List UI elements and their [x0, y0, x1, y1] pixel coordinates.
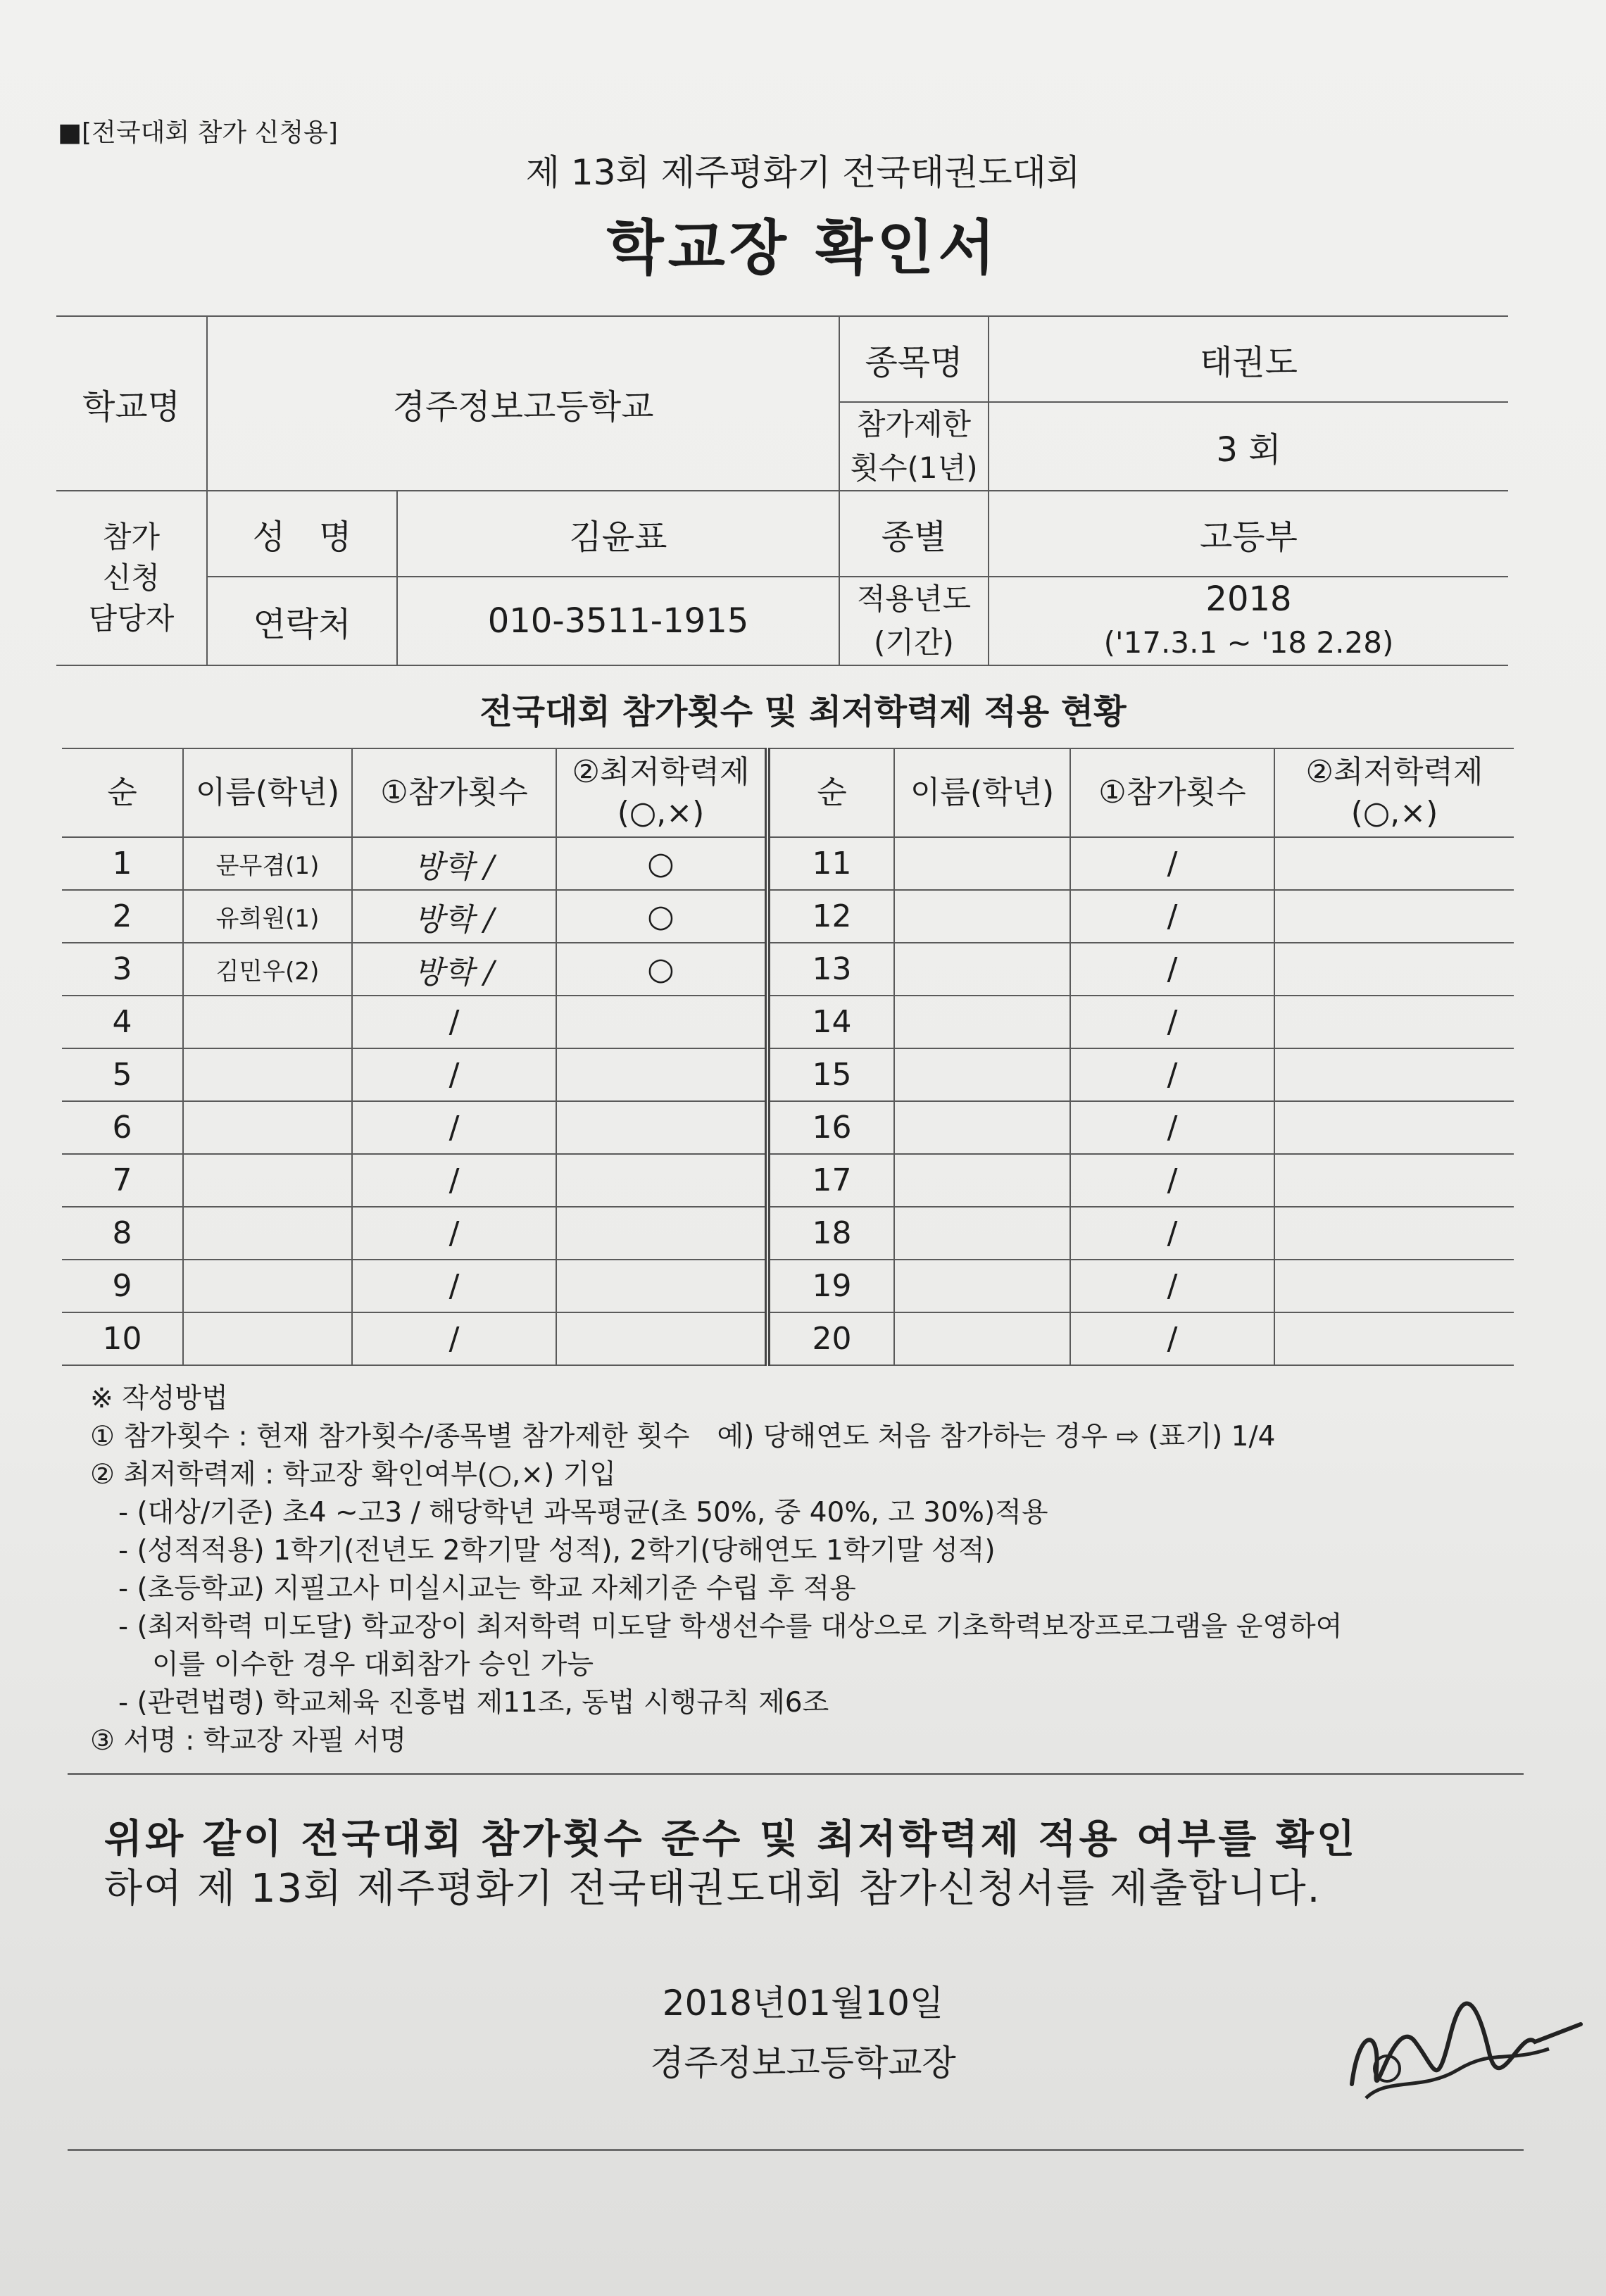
row-count-right: / — [1070, 1048, 1274, 1101]
period-value: ('17.3.1 ~ '18 2.28) — [1103, 625, 1394, 660]
row-no: 1 — [62, 837, 183, 890]
row-name-right — [894, 1048, 1070, 1101]
row-name — [183, 1260, 352, 1312]
principal-title: 경주정보고등학교장 — [650, 2043, 956, 2083]
note-2c: - (초등학교) 지필고사 미실시교는 학교 자체기준 수립 후 적용 — [118, 1573, 856, 1605]
school-label: 학교명 — [56, 316, 207, 491]
row-no: 9 — [62, 1260, 183, 1312]
row-count-right: / — [1070, 890, 1274, 943]
note-3: ③ 서명 : 학교장 자필 서명 — [90, 1725, 407, 1757]
col-min — [556, 748, 767, 837]
row-no-right: 14 — [767, 996, 894, 1048]
row-name — [183, 1312, 352, 1365]
row-no-right: 18 — [767, 1207, 894, 1260]
row-no-right: 13 — [767, 943, 894, 996]
row-count: / — [352, 1207, 556, 1260]
table-row — [62, 996, 1514, 1048]
document-date: 2018년01월10일 — [662, 1983, 944, 2024]
row-count-right: / — [1070, 1260, 1274, 1312]
row-name-right — [894, 1101, 1070, 1154]
division-label: 종별 — [839, 491, 989, 577]
row-name-right — [894, 1207, 1070, 1260]
contact-label: 연락처 — [207, 577, 397, 665]
row-count-right: / — [1070, 1207, 1274, 1260]
row-name: 문무겸(1) — [183, 837, 352, 890]
col-name: 이름(학년) — [183, 748, 352, 837]
year-label-line1: 적용년도 — [856, 582, 972, 616]
row-no: 5 — [62, 1048, 183, 1101]
row-min: ○ — [556, 890, 767, 943]
year-value-cell — [989, 577, 1508, 665]
col-no-right: 순 — [767, 748, 894, 837]
notes-heading: ※ 작성방법 — [90, 1383, 228, 1414]
row-count: / — [352, 1312, 556, 1365]
name-value: 김윤표 — [397, 491, 839, 577]
applicant-label-line2: 신청 — [102, 560, 161, 595]
row-min — [556, 1101, 767, 1154]
note-2b: - (성적적용) 1학기(전년도 2학기말 성적), 2학기(당해연도 1학기말 성적) — [118, 1535, 996, 1567]
principal-signature — [1338, 1986, 1591, 2112]
row-min: ○ — [556, 943, 767, 996]
note-2d: - (최저학력 미도달) 학교장이 최저학력 미도달 학생선수를 대상으로 기초학력보장프로그램을 운영하여 — [118, 1611, 1343, 1643]
table-row — [62, 1312, 1514, 1365]
note-2a: - (대상/기준) 초4 ~고3 / 해당학년 과목평균(초 50%, 중 40%, 고 30%)적용 — [118, 1497, 1048, 1529]
row-no-right: 19 — [767, 1260, 894, 1312]
participation-status-table — [62, 748, 1514, 1366]
row-count: / — [352, 1260, 556, 1312]
row-min-right — [1274, 943, 1514, 996]
row-min-right — [1274, 1101, 1514, 1154]
row-name-right — [894, 1312, 1070, 1365]
row-no-right: 20 — [767, 1312, 894, 1365]
row-name — [183, 996, 352, 1048]
col-min-right-line2: (○,×) — [1350, 795, 1438, 831]
row-count: 방학 / — [352, 943, 556, 996]
col-count-right: ①참가횟수 — [1070, 748, 1274, 837]
row-count-right: / — [1070, 1101, 1274, 1154]
row-name: 유희원(1) — [183, 890, 352, 943]
row-name: 김민우(2) — [183, 943, 352, 996]
row-name-right — [894, 943, 1070, 996]
statement-line2: 하여 제 13회 제주평화기 전국태권도대회 참가신청서를 제출합니다. — [104, 1866, 1322, 1912]
table-row — [62, 1101, 1514, 1154]
col-count: ①참가횟수 — [352, 748, 556, 837]
row-min — [556, 996, 767, 1048]
row-name — [183, 1048, 352, 1101]
applicant-label — [56, 491, 207, 665]
contact-value: 010-3511-1915 — [397, 577, 839, 665]
col-no: 순 — [62, 748, 183, 837]
row-min — [556, 1312, 767, 1365]
row-count-right: / — [1070, 943, 1274, 996]
table-row — [62, 890, 1514, 943]
table-row — [62, 1048, 1514, 1101]
page-title: 학교장 확인서 — [606, 213, 1000, 282]
row-no: 6 — [62, 1101, 183, 1154]
row-no-right: 15 — [767, 1048, 894, 1101]
row-min-right — [1274, 890, 1514, 943]
row-count: / — [352, 1154, 556, 1207]
form-type-tag: ■[전국대회 참가 신청용] — [58, 118, 338, 147]
row-min-right — [1274, 996, 1514, 1048]
divider-bottom — [68, 2149, 1524, 2151]
event-value: 태권도 — [989, 316, 1508, 402]
row-min — [556, 1048, 767, 1101]
row-name-right — [894, 996, 1070, 1048]
row-min — [556, 1207, 767, 1260]
limit-label — [839, 402, 989, 491]
row-count: / — [352, 996, 556, 1048]
year-label-line2: (기간) — [874, 625, 954, 660]
row-no-right: 16 — [767, 1101, 894, 1154]
row-min — [556, 1260, 767, 1312]
year-label — [839, 577, 989, 665]
row-count-right: / — [1070, 1312, 1274, 1365]
table-row — [62, 1260, 1514, 1312]
row-min-right — [1274, 1260, 1514, 1312]
row-no: 2 — [62, 890, 183, 943]
row-name-right — [894, 890, 1070, 943]
table-row — [62, 1154, 1514, 1207]
row-no: 7 — [62, 1154, 183, 1207]
statement-line1: 위와 같이 전국대회 참가횟수 준수 및 최저학력제 적용 여부를 확인 — [104, 1817, 1358, 1862]
applicant-label-line1: 참가 — [102, 520, 161, 554]
school-info-table — [56, 315, 1508, 666]
col-name-right: 이름(학년) — [894, 748, 1070, 837]
table-row — [62, 837, 1514, 890]
row-name — [183, 1207, 352, 1260]
status-header-row — [62, 748, 1514, 837]
limit-label-line2: 횟수(1년) — [850, 451, 978, 485]
table-row — [62, 1207, 1514, 1260]
name-label: 성 명 — [207, 491, 397, 577]
note-2: ② 최저학력제 : 학교장 확인여부(○,×) 기입 — [90, 1459, 617, 1491]
applicant-label-line3: 담당자 — [88, 601, 175, 636]
school-value: 경주정보고등학교 — [207, 316, 839, 491]
event-subtitle: 제 13회 제주평화기 전국태권도대회 — [525, 152, 1081, 193]
row-name-right — [894, 837, 1070, 890]
row-min — [556, 1154, 767, 1207]
row-count: 방학 / — [352, 837, 556, 890]
row-count: / — [352, 1048, 556, 1101]
row-count: 방학 / — [352, 890, 556, 943]
confirmation-statement — [104, 1815, 1512, 1914]
row-name — [183, 1101, 352, 1154]
year-value: 2018 — [1205, 579, 1292, 619]
row-min-right — [1274, 1207, 1514, 1260]
note-1: ① 참가횟수 : 현재 참가횟수/종목별 참가제한 횟수 예) 당해연도 처음 참가하는 경우 ⇨ (표기) 1/4 — [90, 1421, 1276, 1453]
divider-top — [68, 1773, 1524, 1775]
col-min-line2: (○,×) — [617, 795, 705, 831]
col-min-line1: ②최저학력제 — [572, 754, 750, 790]
table-row — [62, 943, 1514, 996]
row-no-right: 17 — [767, 1154, 894, 1207]
row-no: 8 — [62, 1207, 183, 1260]
row-name-right — [894, 1260, 1070, 1312]
row-no-right: 11 — [767, 837, 894, 890]
row-min-right — [1274, 1154, 1514, 1207]
col-min-right-line1: ②최저학력제 — [1305, 754, 1483, 790]
row-no: 4 — [62, 996, 183, 1048]
note-2d-cont: 이를 이수한 경우 대회참가 승인 가능 — [152, 1649, 594, 1681]
row-no: 10 — [62, 1312, 183, 1365]
row-count: / — [352, 1101, 556, 1154]
row-min: ○ — [556, 837, 767, 890]
row-name — [183, 1154, 352, 1207]
row-count-right: / — [1070, 996, 1274, 1048]
row-min-right — [1274, 837, 1514, 890]
col-min-right — [1274, 748, 1514, 837]
row-name-right — [894, 1154, 1070, 1207]
limit-value: 3 회 — [989, 402, 1508, 491]
row-min-right — [1274, 1048, 1514, 1101]
note-2e: - (관련법령) 학교체육 진흥법 제11조, 동법 시행규칙 제6조 — [118, 1687, 829, 1719]
row-count-right: / — [1070, 837, 1274, 890]
division-value: 고등부 — [989, 491, 1508, 577]
event-label: 종목명 — [839, 316, 989, 402]
row-no: 3 — [62, 943, 183, 996]
row-no-right: 12 — [767, 890, 894, 943]
row-min-right — [1274, 1312, 1514, 1365]
row-count-right: / — [1070, 1154, 1274, 1207]
status-section-title: 전국대회 참가횟수 및 최저학력제 적용 현황 — [479, 692, 1127, 732]
instructions — [90, 1380, 1526, 1760]
limit-label-line1: 참가제한 — [856, 407, 972, 441]
